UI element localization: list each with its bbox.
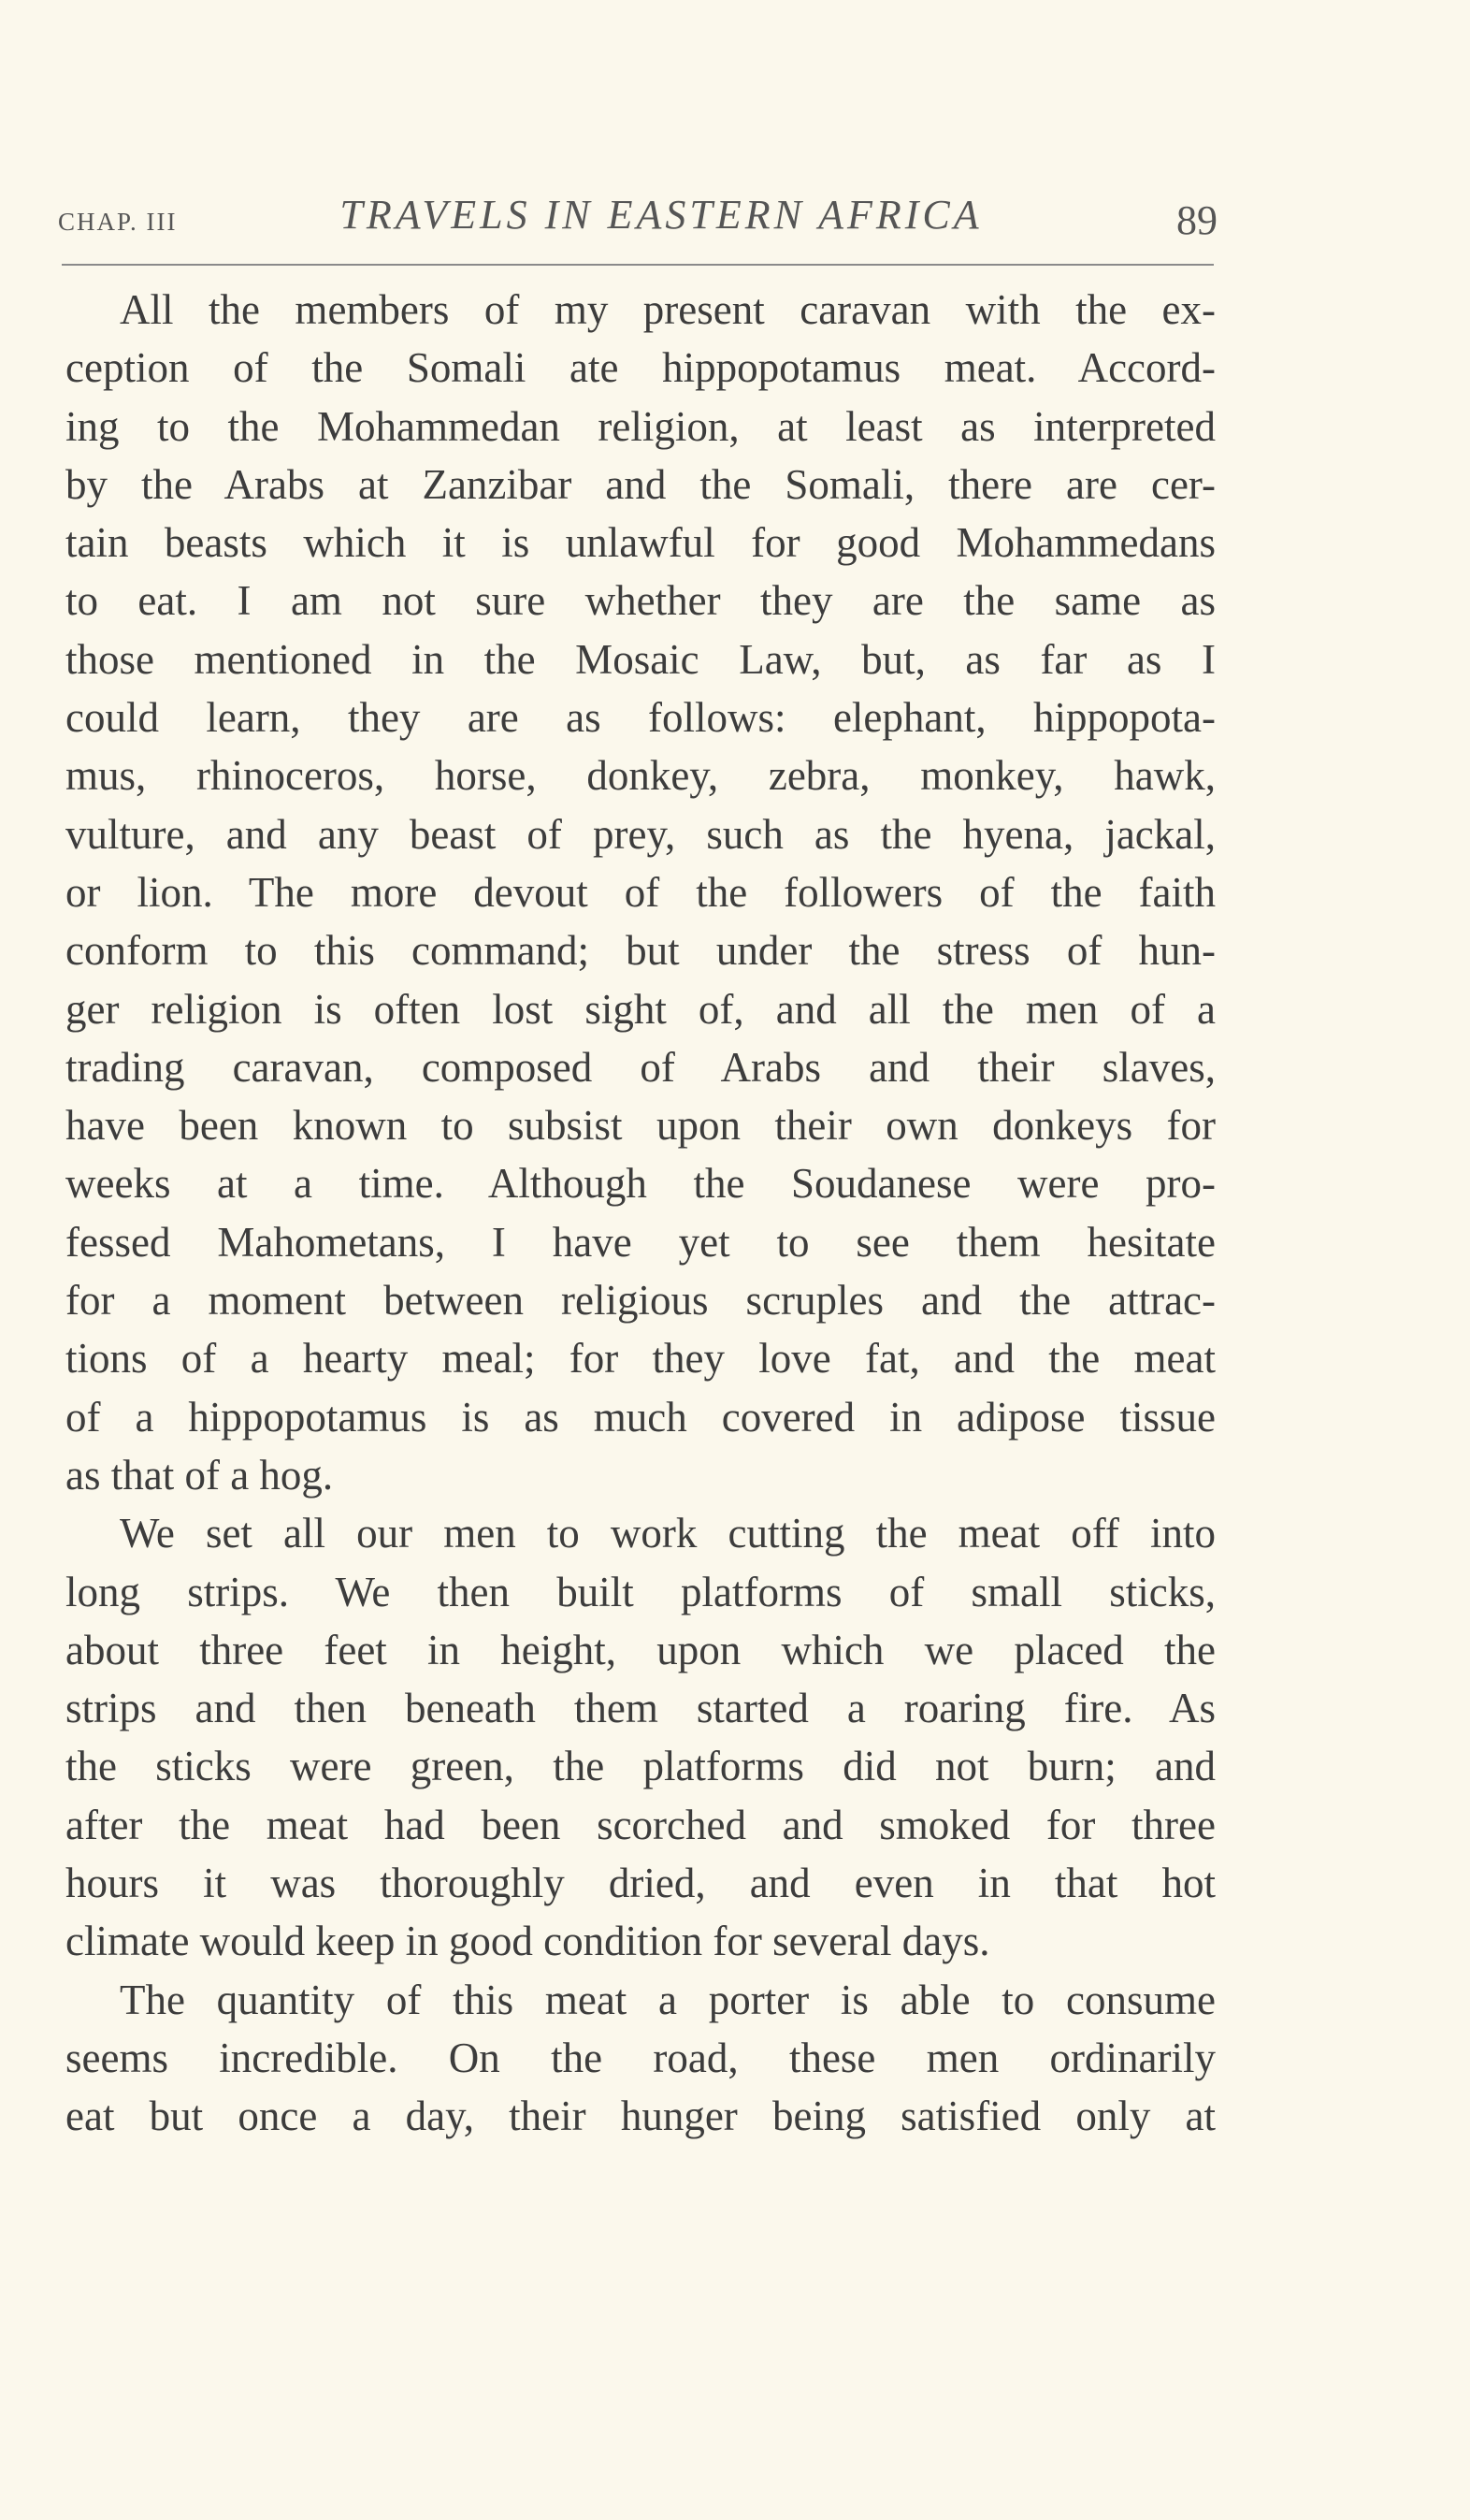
text-line: tions of a hearty meal; for they love fat, and the meat: [65, 1335, 1216, 1383]
text-line: conform to this command; but under the stress of hun-: [65, 927, 1216, 975]
text-line: of a hippopotamus is as much covered in adipose tissue: [65, 1393, 1216, 1441]
text-line: ing to the Mohammedan religion, at least as interpreted: [65, 402, 1216, 450]
text-line: hours it was thoroughly dried, and even in that hot: [65, 1860, 1216, 1907]
text-line: ger religion is often lost sight of, and all the men of a: [65, 985, 1216, 1033]
text-line: have been known to subsist upon their own donkeys for: [65, 1102, 1216, 1150]
text-line: about three feet in height, upon which we placed the: [65, 1626, 1216, 1673]
text-line: fessed Mahometans, I have yet to see them hesitate: [65, 1218, 1216, 1266]
text-line: by the Arabs at Zanzibar and the Somali, there are cer-: [65, 460, 1216, 508]
running-head: [58, 187, 1218, 253]
page-number: 89: [1176, 197, 1218, 243]
text-line: We set all our men to work cutting the meat off into: [120, 1510, 1216, 1557]
text-line: climate would keep in good condition for several days.: [65, 1918, 990, 1965]
text-line: trading caravan, composed of Arabs and their slaves,: [65, 1043, 1216, 1091]
text-line: seems incredible. On the road, these men ordinarily: [65, 2034, 1216, 2081]
text-line: weeks at a time. Although the Soudanese were pro-: [65, 1160, 1216, 1208]
chapter-label: CHAP. III: [58, 208, 178, 236]
text-line: mus, rhinoceros, horse, donkey, zebra, monkey, hawk,: [65, 752, 1216, 800]
text-line: vulture, and any beast of prey, such as the hyena, jackal,: [65, 810, 1216, 858]
text-line: the sticks were green, the platforms did not burn; and: [65, 1743, 1216, 1790]
text-line: after the meat had been scorched and smoked for three: [65, 1801, 1216, 1848]
text-line: could learn, they are as follows: elephant, hippopota-: [65, 694, 1216, 742]
running-title: TRAVELS IN EASTERN AFRICA: [339, 192, 983, 238]
text-line: strips and then beneath them started a roaring fire. As: [65, 1685, 1216, 1732]
text-line: tain beasts which it is unlawful for good Mohammedans: [65, 519, 1216, 567]
text-line: ception of the Somali ate hippopotamus meat. Accord-: [65, 344, 1216, 392]
text-line: or lion. The more devout of the followers of the faith: [65, 868, 1216, 916]
text-line: All the members of my present caravan with the ex-: [120, 286, 1216, 333]
text-line: long strips. We then built platforms of small sticks,: [65, 1568, 1216, 1615]
text-line: those mentioned in the Mosaic Law, but, as far as I: [65, 635, 1216, 683]
text-line: as that of a hog.: [65, 1451, 334, 1499]
text-line: eat but once a day, their hunger being satisfied only at: [65, 2093, 1216, 2140]
text-line: for a moment between religious scruples and the attrac-: [65, 1277, 1216, 1325]
header-rule: [62, 264, 1214, 266]
text-line: to eat. I am not sure whether they are the same as: [65, 577, 1216, 625]
body-text: [65, 281, 1216, 2146]
text-line: The quantity of this meat a porter is able to consume: [120, 1976, 1216, 2023]
